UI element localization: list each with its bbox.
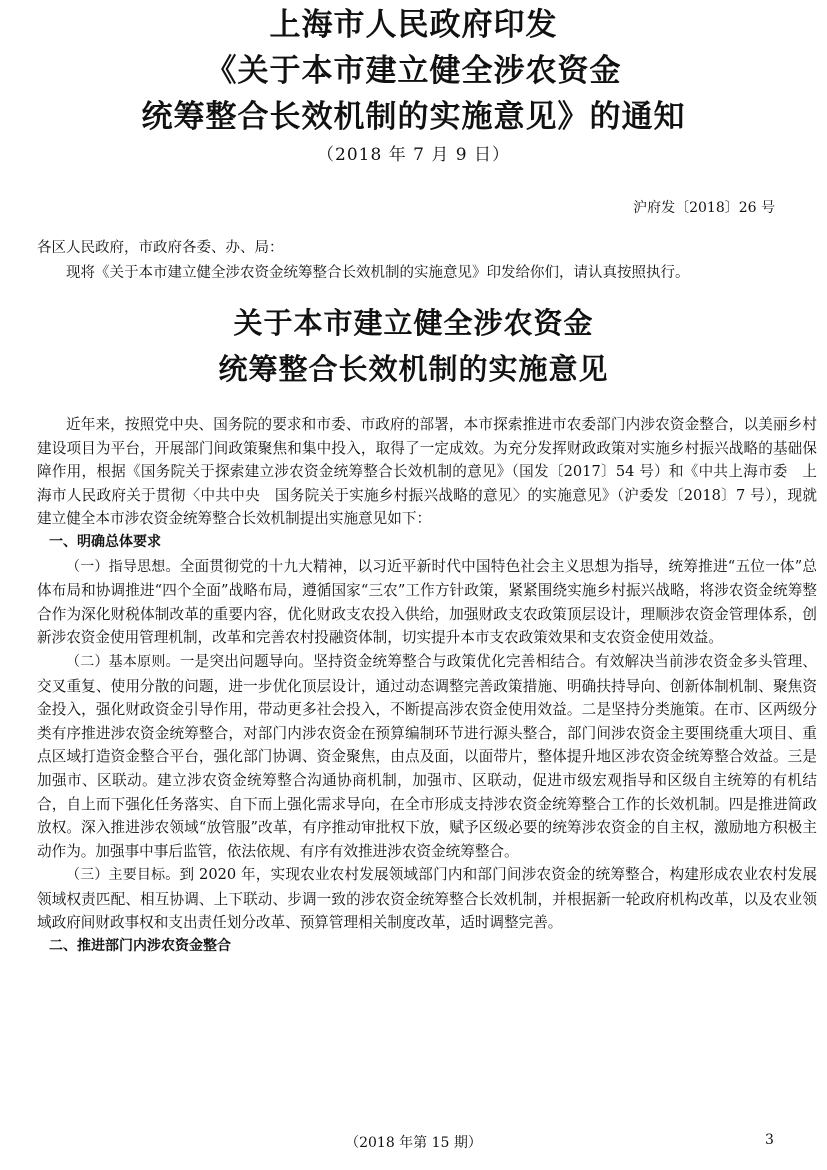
paragraph-guiding-ideology [37, 555, 817, 650]
issue-date: （2018 年 7 月 9 日） [317, 145, 510, 165]
opinion-title-line-1: 关于本市建立健全涉农资金 [233, 306, 594, 340]
paragraph-text: 全面贯彻党的十九大精神，以习近平新时代中国特色社会主义思想为指导，统筹推进“五位一体”总体布局和协调推进“四个全面”战略布局，遵循国家“三农”工作方针政策，紧紧围绕实施乡村振兴战略，将涉农资金统筹整合作为深化财税体制改革的重要内容，优化财政支农投入供给，加强财政支农政策顶层设计，理顺涉农资金管理体系，创新涉农资金使用管理机制，改革和完善农村投融资体制，切实提升本市支农政策效果和支农资金使用效益。 [37, 557, 817, 647]
opinion-title-line-2: 统筹整合长效机制的实施意见 [218, 352, 609, 386]
document-body [37, 413, 817, 959]
paragraph-text: 一是突出问题导向。坚持资金统筹整合与政策优化完善相结合。有效解决当前涉农资金多头管理、交叉重复、使用分散的问题，进一步优化顶层设计，通过动态调整完善政策措施、明确扶持导向、创新体制机制、聚焦资金投入，强化财政资金引导作用，带动更多社会投入，不断提高涉农资金使用效益。二是坚持分类施策。在市、区两级分类有序推进涉农资金统筹整合，对部门内涉农资金在预算编制环节进行源头整合，部门间涉农资金主要围绕重大项目、重点区域打造资金整合平台，强化部门协调、资金聚焦，由点及面，以面带片，整体提升地区涉农资金统筹整合效益。三是加强市、区联动。建立涉农资金统筹整合沟通协商机制，加强市、区联动，促进市级宏观指导和区级自主统筹的有机结合，自上而下强化任务落实、自下而上强化需求导向，在全市形成支持涉农资金统筹整合工作的长效机制。四是推进简政放权。深入推进涉农领域“放管服”改革，有序推动审批权下放，赋予区级必要的统筹涉农资金的自主权，激励地方积极主动作为。加强事中事后监管，依法依规、有序有效推进涉农资金统筹整合。 [37, 652, 817, 860]
section-heading-1: 一、明确总体要求 [49, 533, 161, 550]
paragraph-lead: （二）基本原则。 [66, 653, 180, 670]
addressee: 各区人民政府，市政府各委、办、局： [37, 240, 284, 256]
paragraph-lead: （一）指导思想。 [66, 558, 180, 575]
paragraph-lead: （三）主要目标。 [66, 867, 180, 884]
section-heading-2: 二、推进部门内涉农资金整合 [49, 938, 231, 955]
intro-paragraph: 近年来，按照党中央、国务院的要求和市委、市政府的部署，本市探索推进市农委部门内涉农资金整合，以美丽乡村建设项目为平台，开展部门间政策聚焦和集中投入，取得了一定成效。为充分发挥财政政策对实施乡村振兴战略的基础保障作用，根据《国务院关于探索建立涉农资金统筹整合长效机制的意见》（国发〔2017〕54 号）和《中共上海市委 上海市人民政府关于贯彻〈中共中央 国务院关于实施乡村振兴战略的意见〉的实施意见》（沪委发〔2018〕7 号），现就建立健全本市涉农资金统筹整合长效机制提出实施意见如下： [37, 416, 817, 528]
notice-title [0, 2, 827, 168]
forward-text: 现将《关于本市建立健全涉农资金统筹整合长效机制的实施意见》印发给你们，请认真按照执行。 [66, 265, 690, 281]
footer-issue: （2018 年第 15 期） [345, 1135, 482, 1151]
paragraph-text: 到 2020 年，实现农业农村发展领域部门内和部门间涉农资金的统筹整合，构建形成农业农村发展领域权责匹配、相互协调、上下联动、步调一致的涉农资金统筹整合长效机制，并根据新一轮政府机构改革，以及农业领域政府间财政事权和支出责任划分改革、预算管理相关制度改革，适时调整完善。 [37, 866, 818, 932]
notice-title-line-3: 统筹整合长效机制的实施意见》的通知 [141, 99, 686, 135]
opinion-title [0, 300, 827, 392]
document-number: 沪府发〔2018〕26 号 [633, 200, 775, 216]
notice-title-line-1: 上海市人民政府印发 [269, 7, 558, 43]
paragraph-basic-principles [37, 650, 817, 863]
notice-title-line-2: 《关于本市建立健全涉农资金 [205, 53, 622, 89]
page-number: 3 [765, 1132, 774, 1148]
paragraph-main-goals [37, 863, 817, 935]
